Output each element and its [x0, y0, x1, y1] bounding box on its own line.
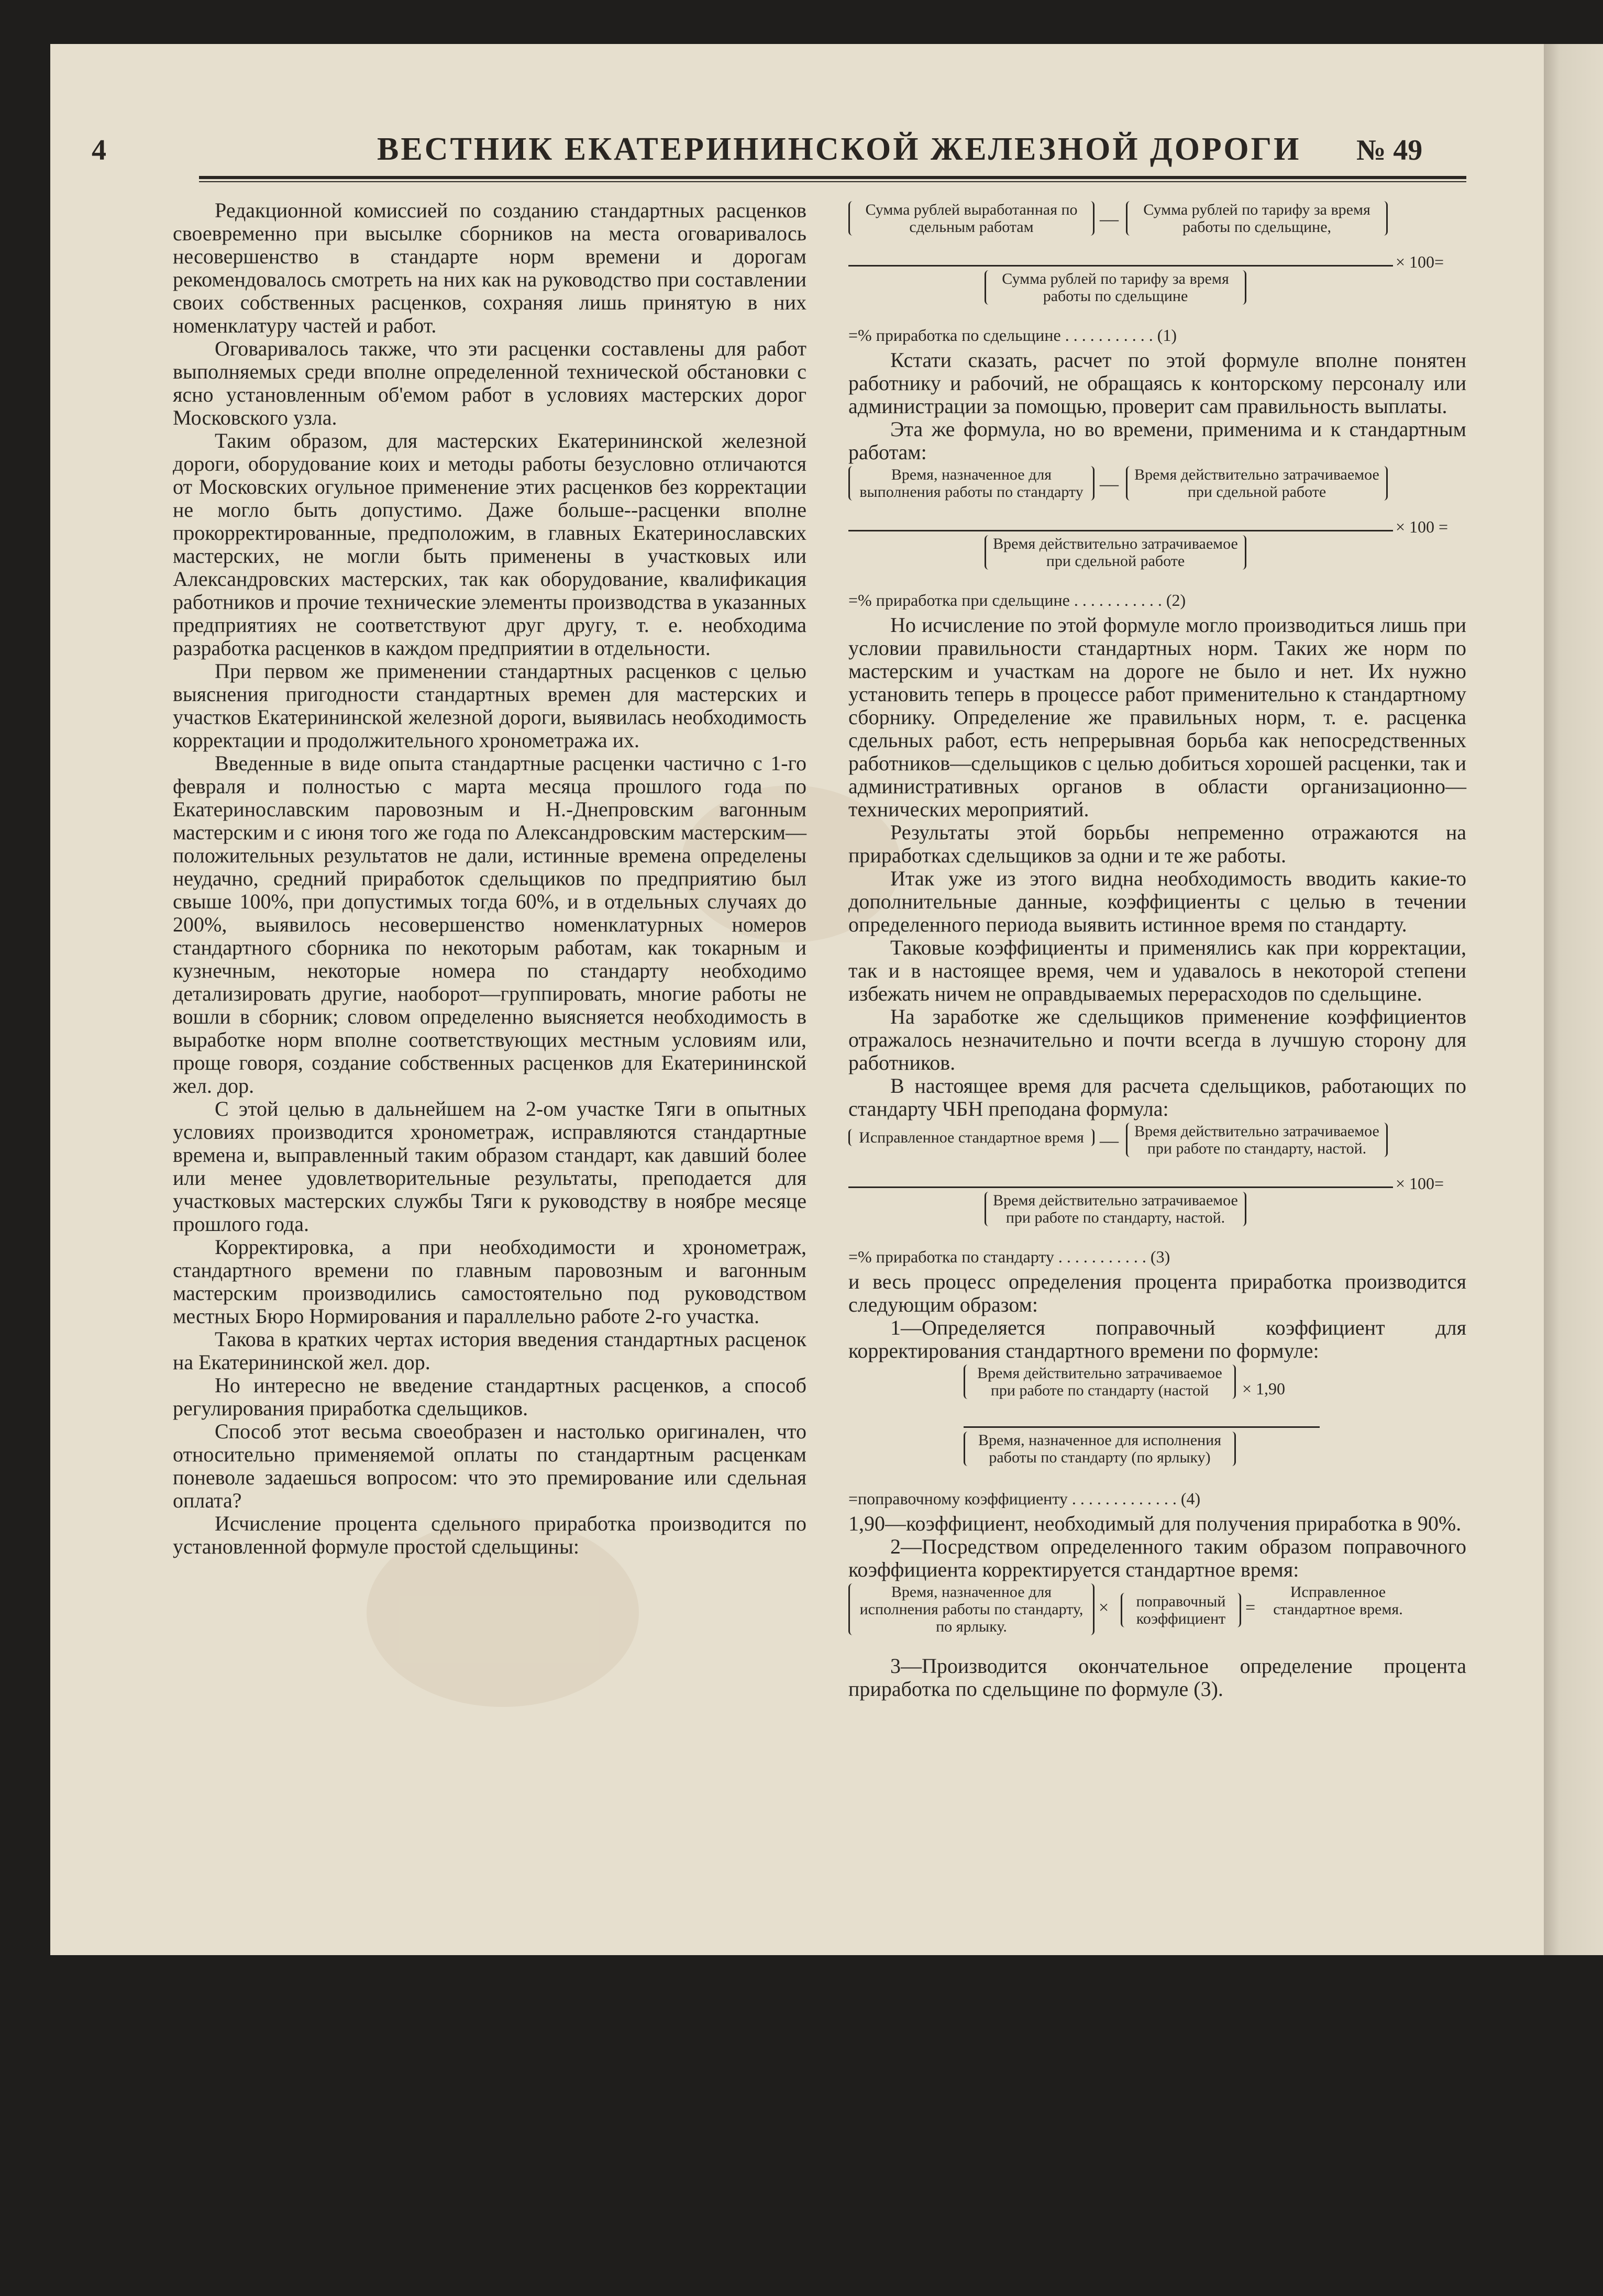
minus-sign: — [1100, 208, 1119, 229]
formula-3-result: =% приработка по стандарту . . . . . . . . . . . (3) [848, 1247, 1170, 1266]
minus-sign: — [1100, 1130, 1119, 1151]
formula-1-multiplier: × 100= [1396, 252, 1444, 271]
paragraph: Оговаривалось также, что эти расценки составлены для работ выполняемых среди вполне определенной технической обстановки с ясно установленным об'емом работ в условиях мастерских дорог Московского узла. [173, 337, 806, 429]
left-column [173, 199, 806, 1558]
fraction-bar [848, 530, 1393, 531]
paragraph: 3—Производится окончательное определение процента приработка по сдельщине по формуле (3). [848, 1654, 1466, 1701]
paragraph: Такова в кратких чертах история введения стандартных расценок на Екатерининской жел. дор. [173, 1327, 806, 1374]
formula-5 [848, 1583, 1466, 1651]
formula-4-numerator: Время действительно затрачиваемое при работе по стандарту (настой [964, 1365, 1236, 1399]
background [50, 1955, 1603, 2296]
formula-2-multiplier: × 100 = [1396, 517, 1449, 536]
formula-3 [848, 1123, 1466, 1243]
paragraph: С этой целью в дальнейшем на 2-ом участке Тяги в опытных условиях производится хронометраж, исправляются стандартные времена и, выправленный таким образом стандарт, как давший более или менее удовлетворительные результаты, преподается для участковых мастерских службы Тяги к руководству в ноябре месяце прошлого года. [173, 1097, 806, 1236]
formula-5-result: Исправленное стандартное время. [1273, 1583, 1403, 1618]
issue-number: № 49 [1356, 134, 1423, 167]
paragraph: Результаты этой борьбы непременно отражаются на приработках сдельщиков за одни и те же работы. [848, 820, 1466, 867]
formula-1 [848, 201, 1466, 321]
paragraph: Способ этот весьма своеобразен и настолько оригинален, что относительно применяемой оплаты по стандартным расценкам поневоле задаешься вопросом: что это премирование или сдельная оплата? [173, 1419, 806, 1512]
paragraph: Исчисление процента сдельного приработка производится по установленной формуле простой сдельщины: [173, 1512, 806, 1558]
formula-3-term-a: Исправленное стандартное время [848, 1129, 1095, 1146]
formula-5-term-a: Время, назначенное для исполнения работы по стандарту, по ярлыку. [848, 1583, 1095, 1635]
paragraph: Таким образом, для мастерских Екатерининской железной дороги, оборудование коих и методы работы безусловно отличаются от Московских огульное применение этих расценков без корректации не могло быть допустимо. Даже больше--расценки вполне прокорректированные, предположим, в главных Екатеринославских мастерских, не могли быть применены в участковых или Александровских мастерских, так как оборудование, квалификация работников и прочие технические элементы производства в указанных предприятиях не соответствуют друг другу, т. е. необходима разработка расценков в каждом предприятии в отдельности. [173, 429, 806, 660]
paragraph: 1—Определяется поправочный коэффициент для корректирования стандартного времени по формуле: [848, 1316, 1466, 1362]
formula-3-denominator: Время действительно затрачиваемое при работе по стандарту, настой. [985, 1192, 1246, 1226]
paragraph: Редакционной комиссией по созданию стандартных расценков своевременно при высылке сборников на места оговаривалось несовершенство в стандарте норм времени и дорогам рекомендовалось смотреть на них как на руководство при составлении своих собственных расценков, сохраняя лишь принятую в них номенклатуру частей и работ. [173, 198, 806, 337]
paragraph: Таковые коэффициенты и применялись как при корректации, так и в настоящее время, чем и удавалось в некоторой степени избежать ничем не оправдываемых перерасходов по сдельщине. [848, 936, 1466, 1005]
paragraph: Введенные в виде опыта стандартные расценки частично с 1-го февраля и полностью с марта месяца прошлого года по Екатеринославским паровозным и Н.-Днепровским вагонным мастерским и с июня того же года по Александровским мастерским—положительных результатов не дали, истинные времена определены неудачно, средний приработок сдельщиков по предприятию был свыше 100%, при допустимых тогда 60%, и в отдельных случаях до 200%, выявилось несовершенство номенклатурных номеров стандартного сборника по некоторым работам, как токарным и кузнечным, некоторые номера по стандарту необходимо детализировать другие, наоборот—группировать, многие работы не вошли в сборник; словом определенно выясняется необходимость в выработке норм вполне соответствующих местным условиям или, проще говоря, создание собственных расценков для Екатерининской жел. дор. [173, 751, 806, 1097]
paragraph: 2—Посредством определенного таким образом поправочного коэффициента корректируется стандартное время: [848, 1535, 1466, 1581]
paragraph: При первом же применении стандартных расценков с целью выяснения пригодности стандартных времен для мастерских и участков Екатерининской железной дороги, выявилась необходимость корректации и продолжительного хронометража их. [173, 659, 806, 752]
formula-2-term-b: Время действительно затрачиваемое при сдельной работе [1126, 466, 1388, 501]
equals-sign: = [1245, 1598, 1256, 1617]
formula-4-result: =поправочному коэффициенту . . . . . . . . . . . . . (4) [848, 1489, 1201, 1508]
formula-1-result: =% приработка по сдельщине . . . . . . . . . . . (1) [848, 326, 1177, 345]
formula-4 [848, 1365, 1466, 1485]
paragraph: Эта же формула, но во времени, применима и к стандартным работам: [848, 417, 1466, 464]
paragraph: Но исчисление по этой формуле могло производиться лишь при условии правильности стандартных норм. Таких же норм по мастерским и участкам на дороге не было и нет. Их нужно установить теперь в процессе работ применительно к стандартному сборнику. Определение же правильных норм, т. е. расценка сдельных работ, есть непрерывная борьба как непосредственных работников—сдельщиков с целью добиться хорошей расценки, так и административных органов в области организационно—технических мероприятий. [848, 613, 1466, 821]
formula-2-denominator: Время действительно затрачиваемое при сдельной работе [985, 535, 1246, 570]
paragraph: Корректировка, а при необходимости и хронометраж, стандартного времени по главным паровозным и вагонным мастерским производились самостоятельно под руководством местных Бюро Нормирования и параллельно работе 2-го участка. [173, 1235, 806, 1328]
running-head-title: ВЕСТНИК ЕКАТЕРИНИНСКОЙ ЖЕЛЕЗНОЙ ДОРОГИ [377, 131, 1301, 167]
fraction-bar [848, 265, 1393, 267]
times-sign: × [1099, 1598, 1109, 1617]
paragraph: Итак уже из этого видна необходимость вводить какие-то дополнительные данные, коэффициенты с целью в течении определенного периода выявить истинное время по стандарту. [848, 867, 1466, 936]
fraction-bar [964, 1426, 1320, 1428]
paragraph: Кстати сказать, расчет по этой формуле вполне понятен работнику и рабочий, не обращаясь к конторскому персоналу или администрации за помощью, проверит сам правильность выплаты. [848, 348, 1466, 418]
paragraph: и весь процесс определения процента приработка производится следующим образом: [848, 1270, 1466, 1316]
formula-2-result: =% приработка при сдельщине . . . . . . . . . . . (2) [848, 591, 1186, 609]
fraction-bar [848, 1186, 1393, 1188]
formula-4-denominator: Время, назначенное для исполнения работы по стандарту (по ярлыку) [964, 1432, 1236, 1466]
header-rule-thin [199, 181, 1466, 182]
page-number: 4 [92, 134, 106, 167]
paragraph: На заработке же сдельщиков применение коэффициентов отражалось незначительно и почти всегда в лучшую сторону для работников. [848, 1005, 1466, 1074]
next-page-edge [1544, 44, 1603, 1955]
formula-3-term-b: Время действительно затрачиваемое при работе по стандарту, настой. [1126, 1123, 1388, 1157]
paragraph: 1,90—коэффициент, необходимый для получения приработка в 90%. [848, 1512, 1462, 1535]
formula-2-term-a: Время, назначенное для выполнения работы по стандарту [848, 466, 1095, 501]
formula-5-term-b: поправочный коэффициент [1121, 1593, 1241, 1627]
formula-1-term-a: Сумма рублей выработанная по сдельным работам [848, 201, 1095, 236]
formula-1-term-b: Сумма рублей по тарифу за время работы по сдельщине, [1126, 201, 1388, 236]
formula-1-denominator: Сумма рублей по тарифу за время работы по сдельщине [985, 270, 1246, 305]
formula-2 [848, 466, 1466, 586]
header-rule [199, 176, 1466, 179]
formula-4-multiplier: × 1,90 [1242, 1379, 1286, 1398]
minus-sign: — [1100, 473, 1119, 494]
paragraph: Но интересно не введение стандартных расценков, а способ регулирования приработка сдельщиков. [173, 1373, 806, 1420]
right-column [848, 199, 1466, 1701]
formula-3-multiplier: × 100= [1396, 1174, 1444, 1193]
paragraph: В настоящее время для расчета сдельщиков, работающих по стандарту ЧБН преподана формула: [848, 1074, 1466, 1121]
